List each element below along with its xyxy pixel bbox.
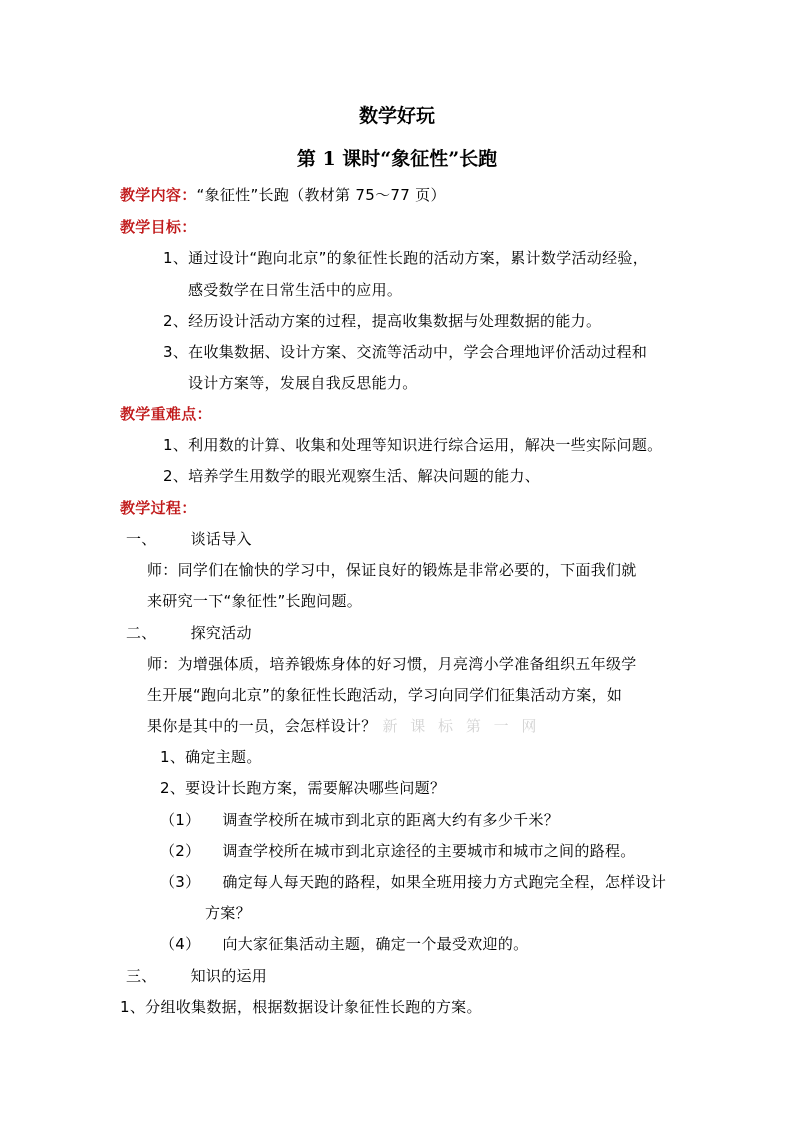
section-title: 知识的运用 (190, 967, 268, 985)
process-heading: 教学过程： (120, 499, 197, 517)
sub-item-4 (160, 934, 528, 954)
objective-1-line-1: 1、通过设计“跑向北京”的象征性长跑的活动方案，累计数学活动经验， (163, 249, 648, 267)
section-3-line-1: 1、分组收集数据，根据数据设计象征性长跑的方案。 (120, 998, 482, 1016)
step-2: 2、要设计长跑方案，需要解决哪些问题？ (160, 779, 446, 797)
watermark-text: 新 课 标 第 一 网 (382, 717, 541, 735)
section-1-heading (126, 529, 252, 549)
key-point-2: 2、培养学生用数学的眼光观察生活、解决问题的能力、 (163, 467, 541, 485)
sub-item-3-line-2: 方案？ (205, 904, 251, 922)
objective-2: 2、经历设计活动方案的过程，提高收集数据与处理数据的能力。 (163, 312, 602, 330)
objective-3-line-1: 3、在收集数据、设计方案、交流等活动中，学会合理地评价活动过程和 (163, 343, 648, 361)
section-number: 二、 (126, 624, 157, 642)
sub-item-number: （1） (160, 811, 201, 829)
section-2-line-1: 师：为增强体质，培养锻炼身体的好习惯，月亮湾小学准备组织五年级学 (147, 655, 637, 673)
section-2-line-2: 生开展“跑向北京”的象征性长跑活动，学习向同学们征集活动方案，如 (147, 686, 623, 704)
content-row (120, 185, 446, 205)
section-3-heading (126, 966, 267, 986)
sub-item-text: 调查学校所在城市到北京途径的主要城市和城市之间的路程。 (222, 842, 636, 860)
section-2-heading (126, 623, 252, 643)
lesson-title: 第 1 课时“象征性”长跑 (296, 148, 498, 170)
objective-1-line-2: 感受数学在日常生活中的应用。 (188, 281, 403, 299)
objectives-heading: 教学目标： (120, 218, 197, 236)
content-text: “象征性”长跑（教材第 75～77 页） (196, 186, 446, 204)
sub-item-text: 向大家征集活动主题，确定一个最受欢迎的。 (222, 935, 529, 953)
objective-3-line-2: 设计方案等，发展自我反思能力。 (188, 374, 418, 392)
key-point-1: 1、利用数的计算、收集和处理等知识进行综合运用，解决一些实际问题。 (163, 436, 663, 454)
step-1: 1、确定主题。 (160, 748, 262, 766)
sub-item-number: （4） (160, 935, 201, 953)
section-2-line-3 (147, 716, 540, 736)
section-number: 三、 (126, 967, 157, 985)
sub-item-number: （2） (160, 842, 201, 860)
content-heading: 教学内容： (120, 186, 197, 204)
section-1-line-2: 来研究一下“象征性”长跑问题。 (147, 592, 363, 610)
sub-item-number: （3） (160, 873, 201, 891)
sub-item-text: 确定每人每天跑的路程，如果全班用接力方式跑完全程，怎样设计 (222, 873, 667, 891)
section-title: 谈话导入 (190, 530, 252, 548)
section-number: 一、 (126, 530, 157, 548)
sub-item-3 (160, 872, 666, 892)
sub-item-1 (160, 810, 559, 830)
sub-item-text: 调查学校所在城市到北京的距离大约有多少千米？ (222, 811, 560, 829)
section-1-line-1: 师：同学们在愉快的学习中，保证良好的锻炼是非常必要的，下面我们就 (147, 561, 637, 579)
section-title: 探究活动 (190, 624, 252, 642)
document-title: 数学好玩 (358, 105, 435, 127)
sub-item-2 (160, 841, 636, 861)
key-points-heading: 教学重难点： (120, 405, 212, 423)
section-2-line-3-text: 果你是其中的一员，会怎样设计？ (147, 717, 377, 735)
